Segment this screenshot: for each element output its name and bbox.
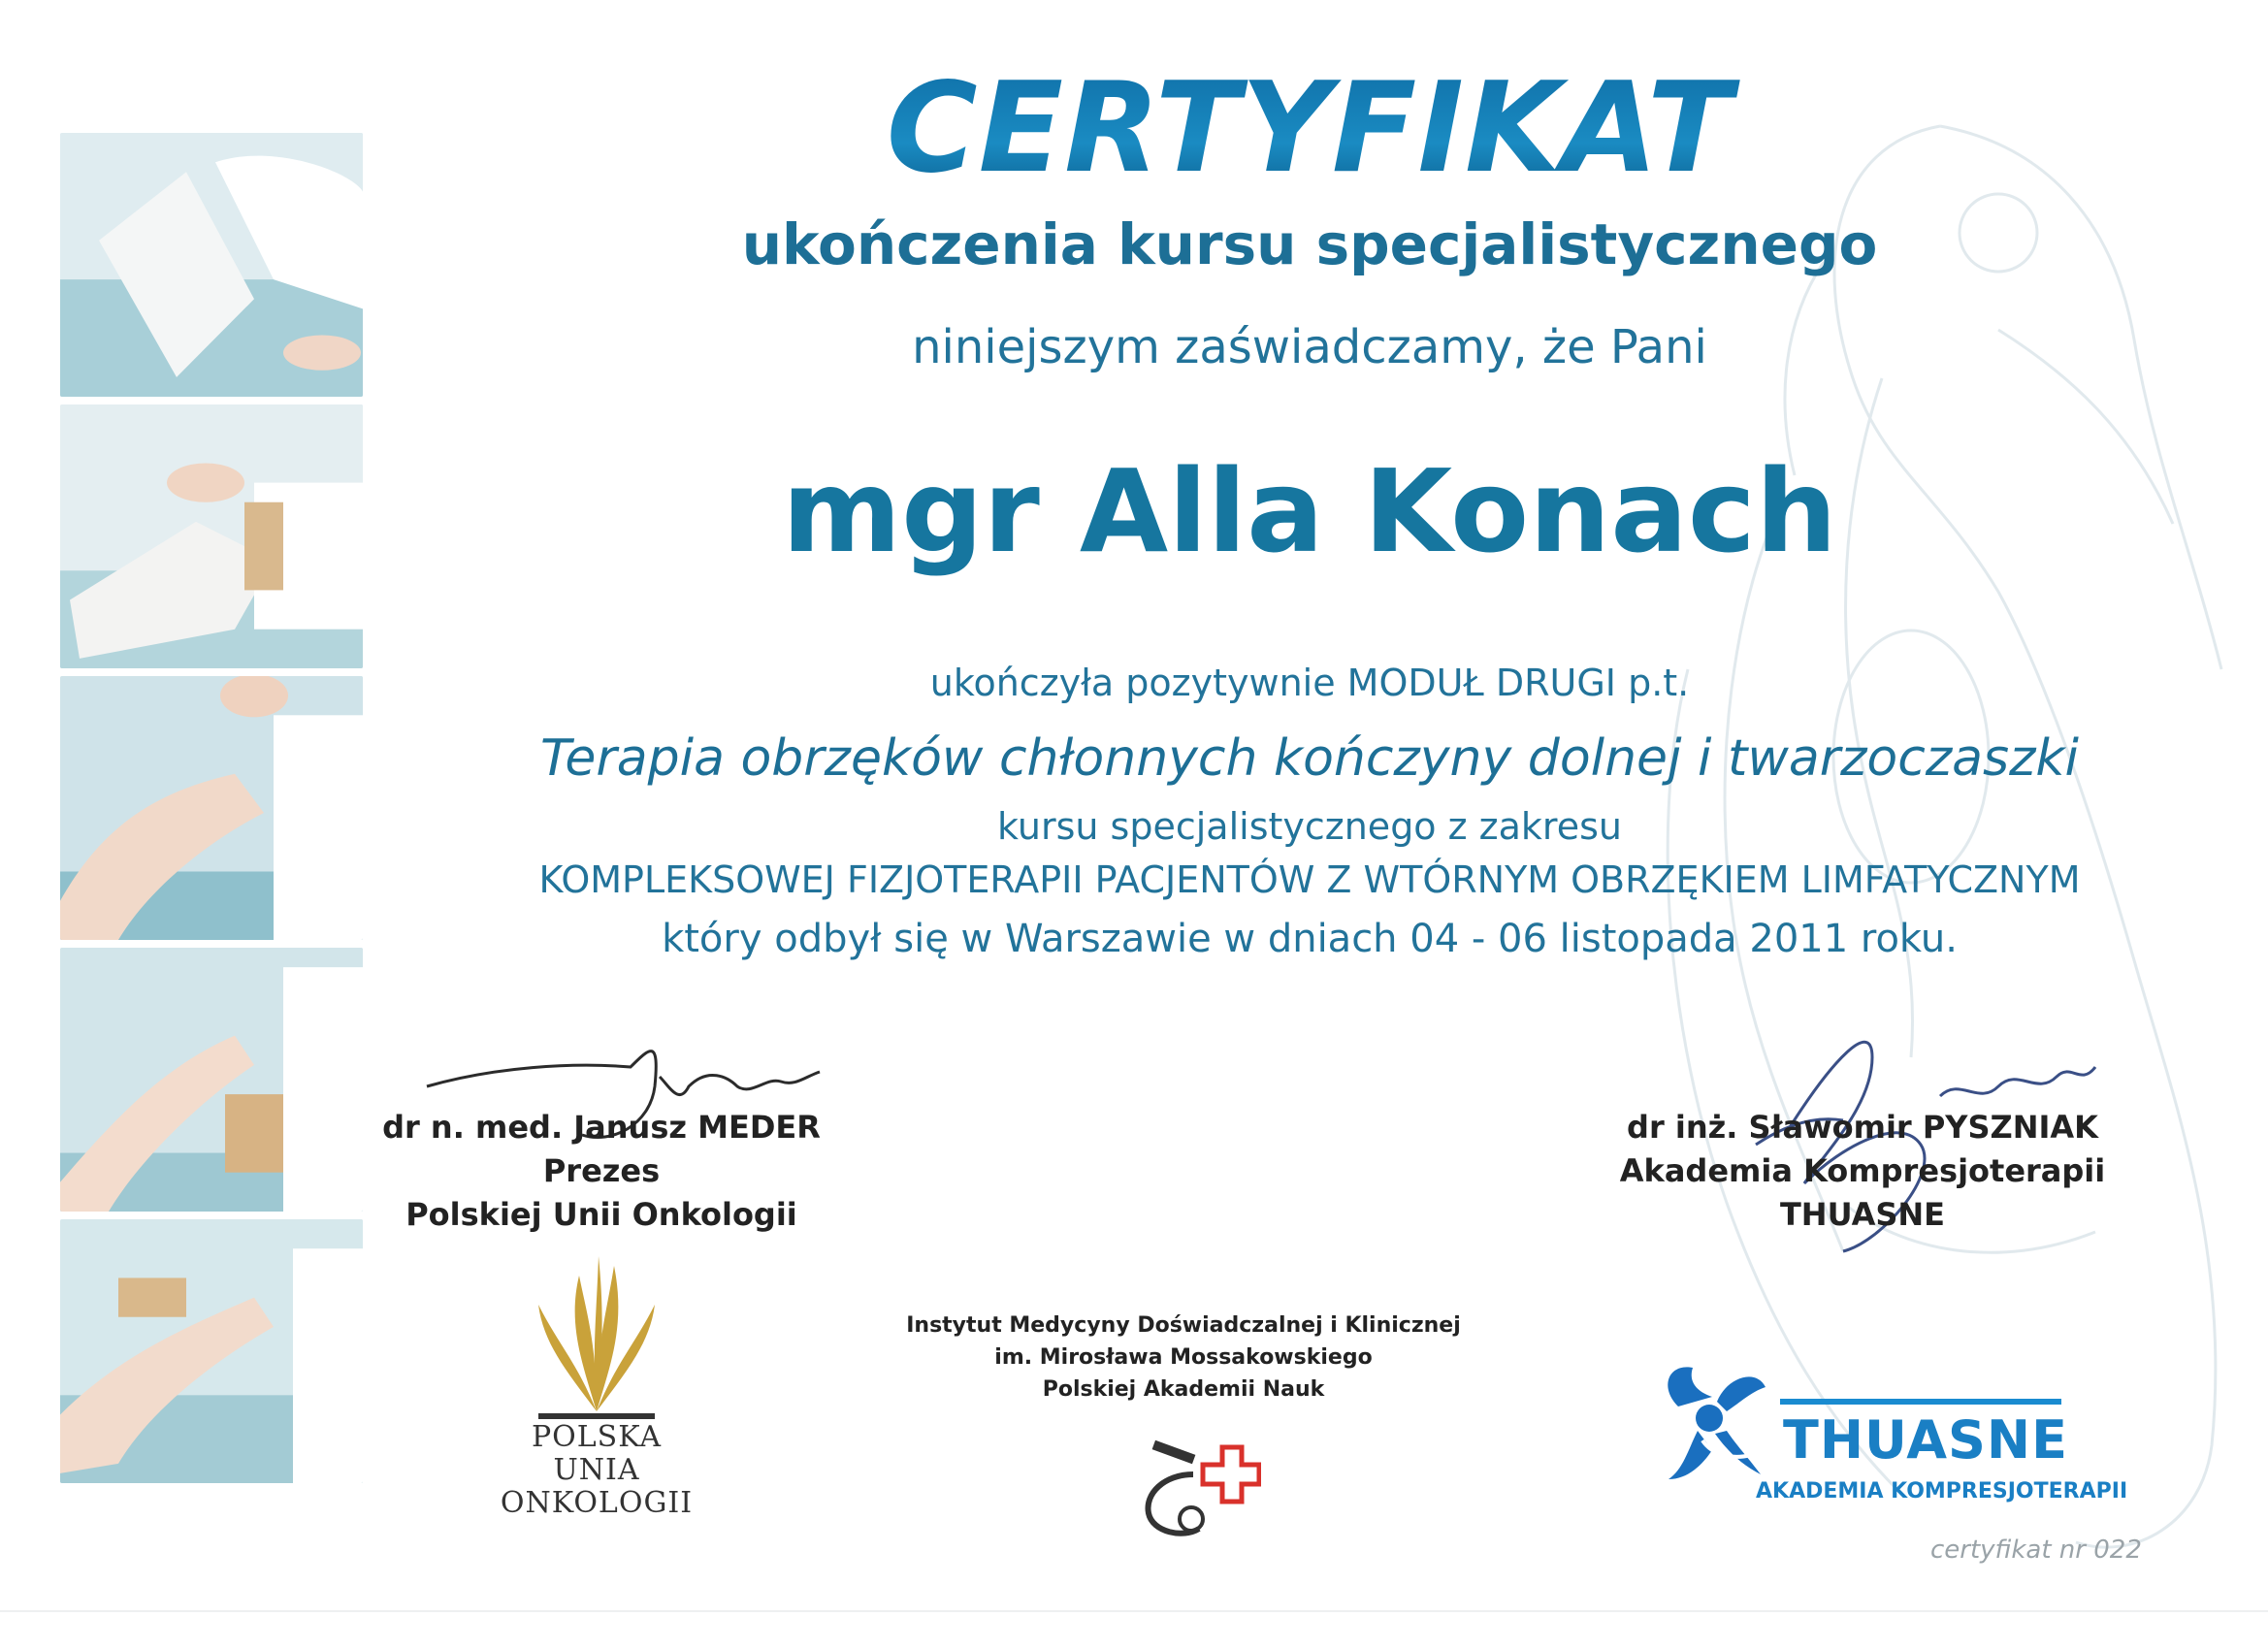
signatory-right-role: Akademia Kompresjoterapii [1619, 1152, 2106, 1189]
recipient-name: mgr Alla Konach [782, 444, 1837, 578]
certificate-subtitle: ukończenia kursu specjalistycznego [741, 211, 1878, 277]
institute-block [873, 1310, 1494, 1406]
scope-label: kursu specjalistycznego z zakresu [997, 805, 1622, 848]
thuasne-name: THUASNE [1783, 1409, 2068, 1471]
institute-line-1: Instytut Medycyny Doświadczalnej i Klinicznej [906, 1313, 1461, 1338]
puo-text-line-3: ONKOLOGII [500, 1486, 694, 1520]
signatory-right [1610, 1106, 2115, 1237]
bottom-divider [0, 1610, 2268, 1612]
signatory-left-org: Polskiej Unii Onkologii [405, 1196, 797, 1233]
puo-text-line-2: UNIA [553, 1453, 640, 1487]
photo-strip [60, 133, 363, 1483]
course-scope: KOMPLEKSOWEJ FIZJOTERAPII PACJENTÓW Z WTÓRNYM OBRZĘKIEM LIMFATYCZNYM [538, 858, 2081, 901]
thuasne-subtitle: AKADEMIA KOMPRESJOTERAPII [1756, 1479, 2128, 1504]
photo-bandaging-1 [60, 133, 363, 397]
puo-logo [480, 1256, 713, 1567]
course-title: Terapia obrzęków chłonnych kończyny dolnej i twarzoczaszki [540, 729, 2079, 788]
signatory-right-org: THUASNE [1779, 1196, 1946, 1233]
thuasne-bar [1780, 1399, 2061, 1405]
photo-leg-massage-2 [60, 948, 363, 1212]
certificate-title: CERTYFIKAT [369, 56, 2251, 201]
signatory-right-name: dr inż. Sławomir PYSZNIAK [1627, 1109, 2098, 1146]
photo-leg-massage-1 [60, 676, 363, 940]
photo-leg-massage-3 [60, 1219, 363, 1483]
course-dates: który odbył się w Warszawie w dniach 04 - 06 listopada 2011 roku. [662, 917, 1958, 961]
institute-line-3: Polskiej Akademii Nauk [1042, 1377, 1325, 1402]
institute-logo-icon [1135, 1436, 1261, 1542]
angel-icon [1659, 1358, 1775, 1489]
signatory-left [369, 1106, 834, 1237]
signatory-left-role: Prezes [542, 1152, 661, 1189]
flame-icon [529, 1256, 664, 1421]
thuasne-logo [1659, 1353, 2128, 1518]
intro-text: niniejszym zaświadczamy, że Pani [912, 320, 1707, 374]
institute-line-2: im. Mirosława Mossakowskiego [994, 1345, 1373, 1370]
completion-text: ukończyła pozytywnie MODUŁ DRUGI p.t. [929, 662, 1690, 704]
signatory-left-name: dr n. med. Janusz MEDER [382, 1109, 821, 1146]
photo-bandaging-2 [60, 404, 363, 668]
certificate-number: certyfikat nr 022 [1930, 1536, 2142, 1565]
puo-text-line-1: POLSKA [531, 1420, 663, 1454]
